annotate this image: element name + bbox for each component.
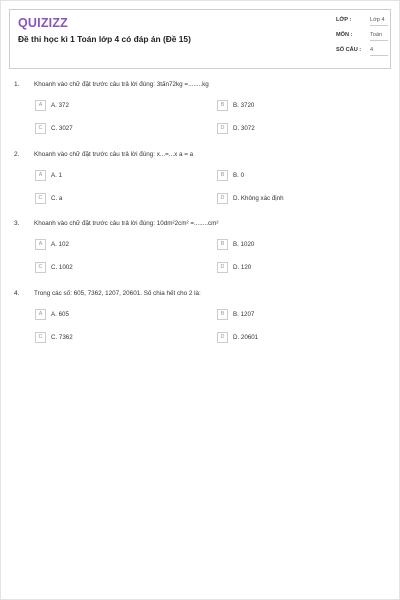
option-text: D. 20601: [233, 334, 259, 341]
option-text: C. 3027: [51, 125, 73, 132]
option-text: A. 102: [51, 241, 69, 248]
question-number: 1.: [14, 81, 20, 88]
option-text: B. 3720: [233, 102, 255, 109]
option-text: B. 0: [233, 172, 245, 179]
meta-subject: [336, 32, 392, 44]
option-text: D. 3072: [233, 125, 255, 132]
option-letter-box: D: [217, 332, 228, 343]
question-text: Khoanh vào chữ đặt trước câu trả lời đúng: 3tấn72kg =........kg: [34, 81, 209, 88]
option-text: A. 605: [51, 311, 69, 318]
question-number: 4.: [14, 290, 20, 297]
option-text: B. 1207: [233, 311, 255, 318]
option-letter-box: D: [217, 123, 228, 134]
question-text: Khoanh vào chữ đặt trước câu trả lời đúng: x...=...x a = a: [34, 151, 194, 158]
option-letter-box: C: [35, 193, 46, 204]
meta-class-value: Lớp 4: [370, 17, 388, 26]
option-letter-box: A: [35, 170, 46, 181]
option-letter-box: C: [35, 123, 46, 134]
option-text: B. 1020: [233, 241, 255, 248]
meta-class-label: LỚP :: [336, 17, 352, 23]
option-text: A. 372: [51, 102, 69, 109]
option-letter-box: B: [217, 239, 228, 250]
option-letter-box: A: [35, 239, 46, 250]
quiz-header: [9, 9, 391, 69]
option-letter-box: C: [35, 332, 46, 343]
meta-subject-value: Toán: [370, 32, 388, 41]
quizizz-logo: QUIZIZZ: [18, 16, 69, 30]
option-text: C. 1002: [51, 264, 73, 271]
option-letter-box: B: [217, 309, 228, 320]
option-text: A. 1: [51, 172, 63, 179]
document-title: Đề thi học kì 1 Toán lớp 4 có đáp án (Đề 15): [18, 34, 191, 44]
question-text: Trong các số: 605, 7362, 1207, 20601. Số chia hết cho 2 là:: [34, 290, 201, 297]
question-text: Khoanh vào chữ đặt trước câu trả lời đúng: 10dm²2cm² =........cm²: [34, 220, 219, 227]
option-text: D. Không xác định: [233, 195, 284, 202]
option-letter-box: A: [35, 100, 46, 111]
option-letter-box: D: [217, 193, 228, 204]
option-letter-box: B: [217, 170, 228, 181]
option-letter-box: D: [217, 262, 228, 273]
option-text: C. 7362: [51, 334, 73, 341]
option-letter-box: B: [217, 100, 228, 111]
meta-subject-label: MÔN :: [336, 32, 353, 38]
option-text: C. a: [51, 195, 63, 202]
option-text: D. 120: [233, 264, 252, 271]
meta-count: [336, 47, 392, 59]
option-letter-box: A: [35, 309, 46, 320]
question-number: 2.: [14, 151, 20, 158]
meta-class: [336, 17, 392, 29]
option-letter-box: C: [35, 262, 46, 273]
meta-count-label: SỐ CÂU :: [336, 47, 362, 53]
question-number: 3.: [14, 220, 20, 227]
meta-count-value: 4: [370, 47, 388, 56]
